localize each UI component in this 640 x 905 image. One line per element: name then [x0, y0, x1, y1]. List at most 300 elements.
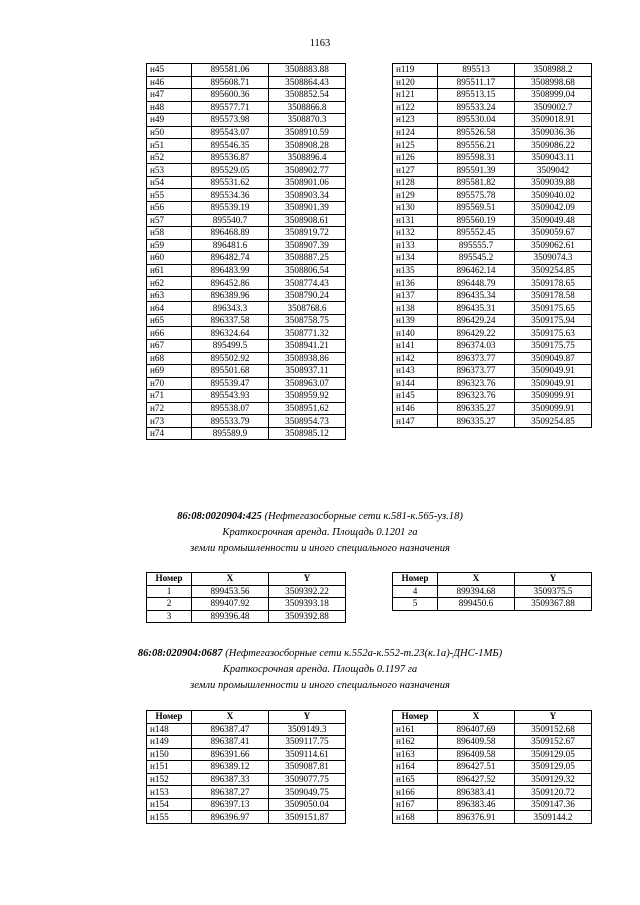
x-coordinate: 896376.91	[438, 811, 515, 824]
y-coordinate: 3508937.11	[269, 365, 346, 378]
table-header-row	[393, 711, 592, 724]
section-1-heading	[0, 511, 640, 522]
x-coordinate: 896389.96	[192, 289, 269, 302]
table-row	[147, 252, 346, 265]
point-number: н47	[147, 89, 192, 102]
y-coordinate: 3509117.75	[269, 736, 346, 749]
x-coordinate: 895569.51	[438, 202, 515, 215]
y-coordinate: 3509175.65	[515, 302, 592, 315]
x-coordinate: 895543.93	[192, 390, 269, 403]
x-coordinate: 896396.97	[192, 811, 269, 824]
table-row	[393, 736, 592, 749]
y-coordinate: 3508910.59	[269, 126, 346, 139]
y-coordinate: 3508999.04	[515, 89, 592, 102]
coord-table-2-right	[392, 572, 592, 611]
section-2-cadastral-number: 86:08:020904:0687	[137, 648, 223, 659]
point-number: н51	[147, 139, 192, 152]
table-row	[393, 114, 592, 127]
x-coordinate: 895513.15	[438, 89, 515, 102]
x-coordinate: 895581.82	[438, 176, 515, 189]
y-coordinate: 3509050.04	[269, 798, 346, 811]
point-number: н71	[147, 390, 192, 403]
x-coordinate: 895511.17	[438, 76, 515, 89]
table-row	[393, 227, 592, 240]
table-header-row	[147, 711, 346, 724]
point-number: н56	[147, 202, 192, 215]
point-number: н166	[393, 786, 438, 799]
point-number: н65	[147, 314, 192, 327]
point-number: н144	[393, 377, 438, 390]
table-row	[393, 314, 592, 327]
point-number: н135	[393, 264, 438, 277]
x-coordinate: 896389.12	[192, 761, 269, 774]
y-coordinate: 3508998.68	[515, 76, 592, 89]
x-coordinate: 895555.7	[438, 239, 515, 252]
table-row	[147, 176, 346, 189]
x-coordinate: 896343.3	[192, 302, 269, 315]
header-x: X	[192, 711, 269, 724]
table-row	[147, 377, 346, 390]
table-row	[147, 748, 346, 761]
table-row	[147, 89, 346, 102]
y-coordinate: 3508908.61	[269, 214, 346, 227]
y-coordinate: 3509175.75	[515, 340, 592, 353]
point-number: н67	[147, 340, 192, 353]
y-coordinate: 3509254.85	[515, 264, 592, 277]
x-coordinate: 895513	[438, 64, 515, 77]
point-number: н74	[147, 427, 192, 440]
point-number: н64	[147, 302, 192, 315]
table-row	[147, 239, 346, 252]
point-number: н54	[147, 176, 192, 189]
header-x: X	[438, 573, 515, 586]
table-row	[147, 214, 346, 227]
point-number: н61	[147, 264, 192, 277]
x-coordinate: 896482.74	[192, 252, 269, 265]
table-row	[393, 798, 592, 811]
table-row	[147, 227, 346, 240]
point-number: н146	[393, 402, 438, 415]
table-row	[147, 798, 346, 811]
x-coordinate: 896429.22	[438, 327, 515, 340]
y-coordinate: 3508954.73	[269, 415, 346, 428]
y-coordinate: 3508951.62	[269, 402, 346, 415]
point-number: н142	[393, 352, 438, 365]
y-coordinate: 3509049.87	[515, 352, 592, 365]
point-number: н129	[393, 189, 438, 202]
y-coordinate: 3509367.88	[515, 598, 592, 611]
x-coordinate: 895530.04	[438, 114, 515, 127]
x-coordinate: 896435.34	[438, 289, 515, 302]
x-coordinate: 895600.36	[192, 89, 269, 102]
y-coordinate: 3509375.5	[515, 585, 592, 598]
table-row	[393, 761, 592, 774]
point-number: н145	[393, 390, 438, 403]
y-coordinate: 3509120.72	[515, 786, 592, 799]
point-number: н57	[147, 214, 192, 227]
point-number: н125	[393, 139, 438, 152]
x-coordinate: 895501.68	[192, 365, 269, 378]
x-coordinate: 896373.77	[438, 365, 515, 378]
table-row	[147, 427, 346, 440]
x-coordinate: 895573.98	[192, 114, 269, 127]
point-number: н155	[147, 811, 192, 824]
x-coordinate: 896337.58	[192, 314, 269, 327]
table-row	[393, 189, 592, 202]
point-number: н123	[393, 114, 438, 127]
y-coordinate: 3509099.91	[515, 390, 592, 403]
y-coordinate: 3509040.02	[515, 189, 592, 202]
x-coordinate: 896462.14	[438, 264, 515, 277]
header-number: Номер	[393, 573, 438, 586]
y-coordinate: 3509002.7	[515, 101, 592, 114]
point-number: н165	[393, 773, 438, 786]
table-row	[393, 327, 592, 340]
y-coordinate: 3508941.21	[269, 340, 346, 353]
section-1-land-category: земли промышленности и иного специального назначения	[190, 543, 450, 554]
point-number: н70	[147, 377, 192, 390]
point-number: н137	[393, 289, 438, 302]
table-row	[147, 598, 346, 611]
table-header-row	[393, 573, 592, 586]
y-coordinate: 3509077.75	[269, 773, 346, 786]
x-coordinate: 895531.62	[192, 176, 269, 189]
x-coordinate: 896383.46	[438, 798, 515, 811]
point-number: н167	[393, 798, 438, 811]
y-coordinate: 3508907.39	[269, 239, 346, 252]
x-coordinate: 896427.51	[438, 761, 515, 774]
y-coordinate: 3509151.87	[269, 811, 346, 824]
x-coordinate: 895581.06	[192, 64, 269, 77]
table-row	[147, 365, 346, 378]
table-row	[393, 598, 592, 611]
section-2-land-category: земли промышленности и иного специального назначения	[190, 680, 450, 691]
x-coordinate: 895499.5	[192, 340, 269, 353]
point-number: н48	[147, 101, 192, 114]
x-coordinate: 895556.21	[438, 139, 515, 152]
header-number: Номер	[147, 573, 192, 586]
point-number: н120	[393, 76, 438, 89]
table-row	[393, 252, 592, 265]
y-coordinate: 3509175.63	[515, 327, 592, 340]
table-row	[147, 736, 346, 749]
point-number: н58	[147, 227, 192, 240]
table-row	[393, 164, 592, 177]
y-coordinate: 3509039.88	[515, 176, 592, 189]
x-coordinate: 896324.64	[192, 327, 269, 340]
point-number: н69	[147, 365, 192, 378]
header-y: Y	[515, 573, 592, 586]
x-coordinate: 895591.39	[438, 164, 515, 177]
x-coordinate: 896481.6	[192, 239, 269, 252]
x-coordinate: 896468.89	[192, 227, 269, 240]
x-coordinate: 895575.78	[438, 189, 515, 202]
table-row	[393, 402, 592, 415]
point-number: н128	[393, 176, 438, 189]
table-row	[147, 151, 346, 164]
section-2-lease-info: Краткосрочная аренда. Площадь 0.1197 га	[222, 664, 418, 675]
point-number: н143	[393, 365, 438, 378]
y-coordinate: 3508963.07	[269, 377, 346, 390]
y-coordinate: 3509152.67	[515, 736, 592, 749]
point-number: 1	[147, 585, 192, 598]
y-coordinate: 3509144.2	[515, 811, 592, 824]
point-number: н122	[393, 101, 438, 114]
point-number: н151	[147, 761, 192, 774]
x-coordinate: 896387.47	[192, 723, 269, 736]
point-number: н50	[147, 126, 192, 139]
x-coordinate: 895539.19	[192, 202, 269, 215]
x-coordinate: 896335.27	[438, 415, 515, 428]
point-number: н66	[147, 327, 192, 340]
y-coordinate: 3509392.88	[269, 610, 346, 623]
table-row	[147, 289, 346, 302]
y-coordinate: 3509049.48	[515, 214, 592, 227]
table-row	[393, 585, 592, 598]
point-number: н154	[147, 798, 192, 811]
table-row	[147, 126, 346, 139]
table-row	[393, 202, 592, 215]
y-coordinate: 3509043.11	[515, 151, 592, 164]
table-row	[393, 176, 592, 189]
point-number: н150	[147, 748, 192, 761]
y-coordinate: 3509049.75	[269, 786, 346, 799]
x-coordinate: 896409.58	[438, 736, 515, 749]
x-coordinate: 896483.99	[192, 264, 269, 277]
header-y: Y	[515, 711, 592, 724]
table-row	[393, 773, 592, 786]
x-coordinate: 895545.2	[438, 252, 515, 265]
y-coordinate: 3509114.61	[269, 748, 346, 761]
y-coordinate: 3508790.24	[269, 289, 346, 302]
x-coordinate: 896323.76	[438, 390, 515, 403]
coord-table-3-right	[392, 710, 592, 824]
y-coordinate: 3508768.6	[269, 302, 346, 315]
table-row	[147, 139, 346, 152]
section-1-cadastral-number: 86:08:0020904:425	[177, 511, 262, 522]
header-number: Номер	[147, 711, 192, 724]
y-coordinate: 3509392.22	[269, 585, 346, 598]
x-coordinate: 896409.58	[438, 748, 515, 761]
table-row	[393, 340, 592, 353]
table-row	[147, 340, 346, 353]
y-coordinate: 3508774.43	[269, 277, 346, 290]
table-row	[393, 64, 592, 77]
section-2-heading	[0, 648, 640, 659]
x-coordinate: 896452.86	[192, 277, 269, 290]
point-number: н59	[147, 239, 192, 252]
x-coordinate: 895598.31	[438, 151, 515, 164]
point-number: н152	[147, 773, 192, 786]
point-number: н73	[147, 415, 192, 428]
y-coordinate: 3508901.39	[269, 202, 346, 215]
table-row	[393, 748, 592, 761]
header-x: X	[192, 573, 269, 586]
x-coordinate: 895589.9	[192, 427, 269, 440]
y-coordinate: 3508866.8	[269, 101, 346, 114]
table-header-row	[147, 573, 346, 586]
x-coordinate: 895536.87	[192, 151, 269, 164]
y-coordinate: 3509393.18	[269, 598, 346, 611]
table-row	[147, 415, 346, 428]
coord-table-3-left	[146, 710, 346, 824]
table-row	[393, 89, 592, 102]
y-coordinate: 3508901.06	[269, 176, 346, 189]
table-row	[147, 114, 346, 127]
table-row	[393, 377, 592, 390]
table-row	[147, 101, 346, 114]
x-coordinate: 896387.33	[192, 773, 269, 786]
x-coordinate: 896429.24	[438, 314, 515, 327]
point-number: 4	[393, 585, 438, 598]
header-y: Y	[269, 573, 346, 586]
y-coordinate: 3509036.36	[515, 126, 592, 139]
table-row	[147, 327, 346, 340]
y-coordinate: 3508903.34	[269, 189, 346, 202]
point-number: 3	[147, 610, 192, 623]
point-number: 2	[147, 598, 192, 611]
table-row	[147, 189, 346, 202]
y-coordinate: 3509062.61	[515, 239, 592, 252]
y-coordinate: 3508883.88	[269, 64, 346, 77]
point-number: н133	[393, 239, 438, 252]
x-coordinate: 896323.76	[438, 377, 515, 390]
point-number: н60	[147, 252, 192, 265]
point-number: н55	[147, 189, 192, 202]
point-number: н72	[147, 402, 192, 415]
y-coordinate: 3508919.72	[269, 227, 346, 240]
table-row	[393, 139, 592, 152]
y-coordinate: 3508985.12	[269, 427, 346, 440]
point-number: н153	[147, 786, 192, 799]
x-coordinate: 896427.52	[438, 773, 515, 786]
point-number: н121	[393, 89, 438, 102]
table-row	[393, 302, 592, 315]
table-row	[147, 302, 346, 315]
x-coordinate: 895539.47	[192, 377, 269, 390]
table-row	[147, 402, 346, 415]
table-row	[393, 264, 592, 277]
section-1-lease-info: Краткосрочная аренда. Площадь 0.1201 га	[222, 527, 418, 538]
table-row	[393, 352, 592, 365]
y-coordinate: 3508887.25	[269, 252, 346, 265]
x-coordinate: 895533.24	[438, 101, 515, 114]
table-row	[393, 214, 592, 227]
table-row	[147, 76, 346, 89]
x-coordinate: 899450.6	[438, 598, 515, 611]
section-1-title: (Нефтегазосборные сети к.581-к.565-уз.18)	[261, 511, 463, 522]
table-row	[393, 101, 592, 114]
y-coordinate: 3509178.65	[515, 277, 592, 290]
x-coordinate: 896387.27	[192, 786, 269, 799]
y-coordinate: 3509147.36	[515, 798, 592, 811]
table-row	[393, 151, 592, 164]
y-coordinate: 3508758.75	[269, 314, 346, 327]
y-coordinate: 3509254.85	[515, 415, 592, 428]
x-coordinate: 896374.03	[438, 340, 515, 353]
y-coordinate: 3509152.68	[515, 723, 592, 736]
coord-table-2-left	[146, 572, 346, 623]
x-coordinate: 895538.07	[192, 402, 269, 415]
table-row	[147, 164, 346, 177]
point-number: н126	[393, 151, 438, 164]
table-row	[393, 76, 592, 89]
header-y: Y	[269, 711, 346, 724]
y-coordinate: 3509129.32	[515, 773, 592, 786]
y-coordinate: 3509049.91	[515, 365, 592, 378]
point-number: н131	[393, 214, 438, 227]
y-coordinate: 3508896.4	[269, 151, 346, 164]
table-row	[147, 585, 346, 598]
point-number: н127	[393, 164, 438, 177]
x-coordinate: 895540.7	[192, 214, 269, 227]
table-row	[147, 352, 346, 365]
y-coordinate: 3509099.91	[515, 402, 592, 415]
x-coordinate: 895577.71	[192, 101, 269, 114]
x-coordinate: 896335.27	[438, 402, 515, 415]
table-row	[147, 64, 346, 77]
table-row	[147, 390, 346, 403]
point-number: н149	[147, 736, 192, 749]
table-row	[393, 811, 592, 824]
y-coordinate: 3509086.22	[515, 139, 592, 152]
table-row	[147, 773, 346, 786]
point-number: н164	[393, 761, 438, 774]
x-coordinate: 896397.13	[192, 798, 269, 811]
x-coordinate: 896383.41	[438, 786, 515, 799]
point-number: н132	[393, 227, 438, 240]
y-coordinate: 3508864.43	[269, 76, 346, 89]
table-row	[147, 314, 346, 327]
x-coordinate: 899407.92	[192, 598, 269, 611]
coord-table-1-right	[392, 63, 592, 428]
point-number: н168	[393, 811, 438, 824]
x-coordinate: 895534.36	[192, 189, 269, 202]
point-number: н63	[147, 289, 192, 302]
point-number: н134	[393, 252, 438, 265]
point-number: н139	[393, 314, 438, 327]
table-row	[147, 723, 346, 736]
x-coordinate: 899394.68	[438, 585, 515, 598]
table-row	[147, 610, 346, 623]
x-coordinate: 895529.05	[192, 164, 269, 177]
point-number: н68	[147, 352, 192, 365]
section-2-title: (Нефтегазосборные сети к.552а-к.552-т.23(к.1а)-ДНС-1МБ)	[222, 648, 503, 659]
table-row	[147, 264, 346, 277]
y-coordinate: 3509042.09	[515, 202, 592, 215]
table-row	[393, 277, 592, 290]
y-coordinate: 3509149.3	[269, 723, 346, 736]
x-coordinate: 895546.35	[192, 139, 269, 152]
x-coordinate: 899453.56	[192, 585, 269, 598]
y-coordinate: 3508870.3	[269, 114, 346, 127]
table-row	[147, 277, 346, 290]
y-coordinate: 3509129.05	[515, 761, 592, 774]
table-row	[393, 786, 592, 799]
y-coordinate: 3508938.86	[269, 352, 346, 365]
x-coordinate: 895560.19	[438, 214, 515, 227]
y-coordinate: 3508908.28	[269, 139, 346, 152]
y-coordinate: 3509175.94	[515, 314, 592, 327]
x-coordinate: 899396.48	[192, 610, 269, 623]
table-row	[147, 761, 346, 774]
y-coordinate: 3509129.05	[515, 748, 592, 761]
point-number: н163	[393, 748, 438, 761]
point-number: н119	[393, 64, 438, 77]
point-number: н138	[393, 302, 438, 315]
point-number: н124	[393, 126, 438, 139]
table-row	[147, 811, 346, 824]
